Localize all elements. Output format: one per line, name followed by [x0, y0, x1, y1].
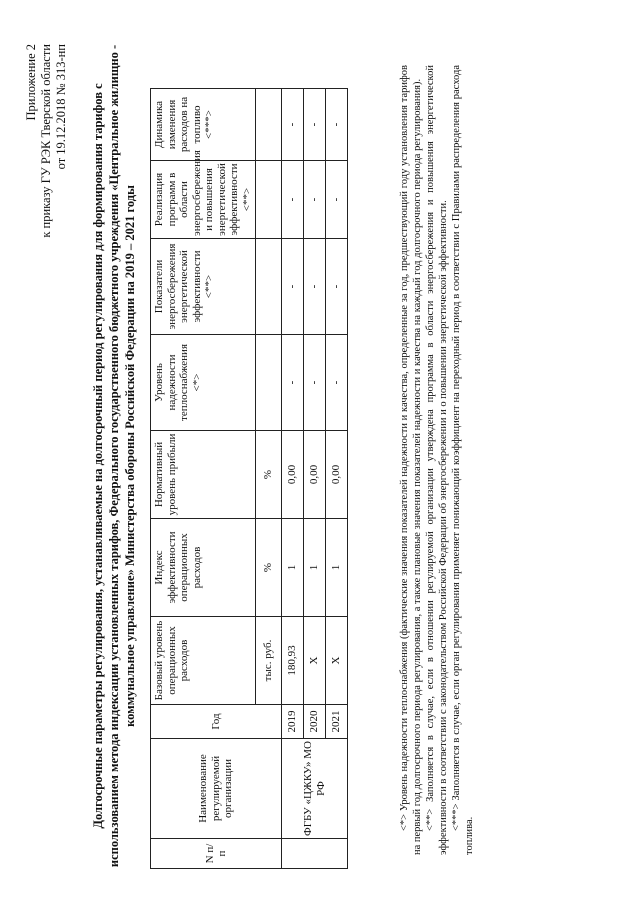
unit-fuel: [256, 88, 282, 160]
cell-reliability: -: [282, 334, 304, 430]
appendix-line-1: Приложение 2: [24, 44, 38, 121]
cell-index: 1: [282, 518, 304, 616]
footnote-reliability: <*> Уровень надежности теплоснабжения (фактические значения показателей надежности и качества, определенные за год, предшествующий году установления тарифов на первый год долгосрочного периода регулирования, а также плановые значения показателей надежности и качества на каждый год долгосрочного периода регулирования).: [399, 65, 423, 855]
header-energy: Показатели энергосбережения энергетической эффективности <**>: [151, 238, 256, 334]
header-index: Индекс эффективности операционных расходов: [151, 518, 256, 616]
table-row: [282, 88, 304, 868]
unit-reliability: [256, 334, 282, 430]
unit-base: тыс. руб.: [256, 616, 282, 704]
footnotes: [398, 65, 476, 855]
cell-reliability: -: [326, 334, 348, 430]
unit-energy: [256, 238, 282, 334]
unit-program: [256, 160, 282, 238]
unit-profit: %: [256, 430, 282, 518]
header-fuel: Динамика изменения расходов на топливо <***>: [151, 88, 256, 160]
cell-energy: -: [282, 238, 304, 334]
header-program: Реализация программ в области энергосбережения и повышения энергетической эффективности <**>: [151, 160, 256, 238]
header-reliability: Уровень надежности теплоснабжения <*>: [151, 334, 256, 430]
document-title: Долгосрочные параметры регулирования, устанавливаемые на долгосрочный период регулирования для формирования тарифов с использованием метода индексации установленных тарифов, Федерального государственного бюджетного учреждения «Центральное жилищно - коммунальное управление» Министерства обороны Российской Федерации на 2019 – 2021 годы: [91, 44, 137, 868]
cell-energy: -: [304, 238, 326, 334]
cell-year: 2020: [304, 705, 326, 739]
cell-base: X: [304, 616, 326, 704]
cell-program: -: [326, 160, 348, 238]
cell-fuel: -: [282, 88, 304, 160]
parameters-table: [150, 88, 348, 869]
header-num: N п/п: [151, 839, 282, 869]
cell-fuel: -: [326, 88, 348, 160]
cell-num: [282, 839, 348, 869]
cell-profit: 0,00: [304, 430, 326, 518]
cell-reliability: -: [304, 334, 326, 430]
unit-index: %: [256, 518, 282, 616]
cell-base: X: [326, 616, 348, 704]
footnote-energy: <**> Заполняется в случае, если в отношении регулируемой организации утверждена программа в области энергосбережения и повышения энергетической эффективности в соответствии с законодательством Российской Федерации об энергосбережении и о повышении энергетической эффективности.: [425, 65, 449, 855]
cell-index: 1: [326, 518, 348, 616]
cell-energy: -: [326, 238, 348, 334]
cell-index: 1: [304, 518, 326, 616]
cell-program: -: [282, 160, 304, 238]
cell-profit: 0,00: [282, 430, 304, 518]
cell-base: 180,93: [282, 616, 304, 704]
header-base: Базовый уровень операционных расходов: [151, 616, 256, 704]
cell-year: 2021: [326, 705, 348, 739]
appendix-header: [24, 44, 69, 238]
header-profit: Нормативный уровень прибыли: [151, 430, 256, 518]
header-year: Год: [151, 705, 282, 739]
cell-org-name: ФГБУ «ЦЖКУ» МО РФ: [282, 739, 348, 839]
cell-fuel: -: [304, 88, 326, 160]
footnote-fuel: <***> Заполняется в случае, если орган регулирования применяет понижающий коэффициент на переходный период в соответствии с Правилами распределения расхода топлива.: [451, 65, 475, 855]
appendix-line-3: от 19.12.2018 № 313-нп: [54, 44, 68, 170]
cell-profit: 0,00: [326, 430, 348, 518]
header-org: Наименование регулируемой организации: [151, 739, 282, 839]
appendix-line-2: к приказу ГУ РЭК Тверской области: [39, 44, 53, 238]
table-header-row: [151, 88, 256, 868]
cell-program: -: [304, 160, 326, 238]
cell-year: 2019: [282, 705, 304, 739]
